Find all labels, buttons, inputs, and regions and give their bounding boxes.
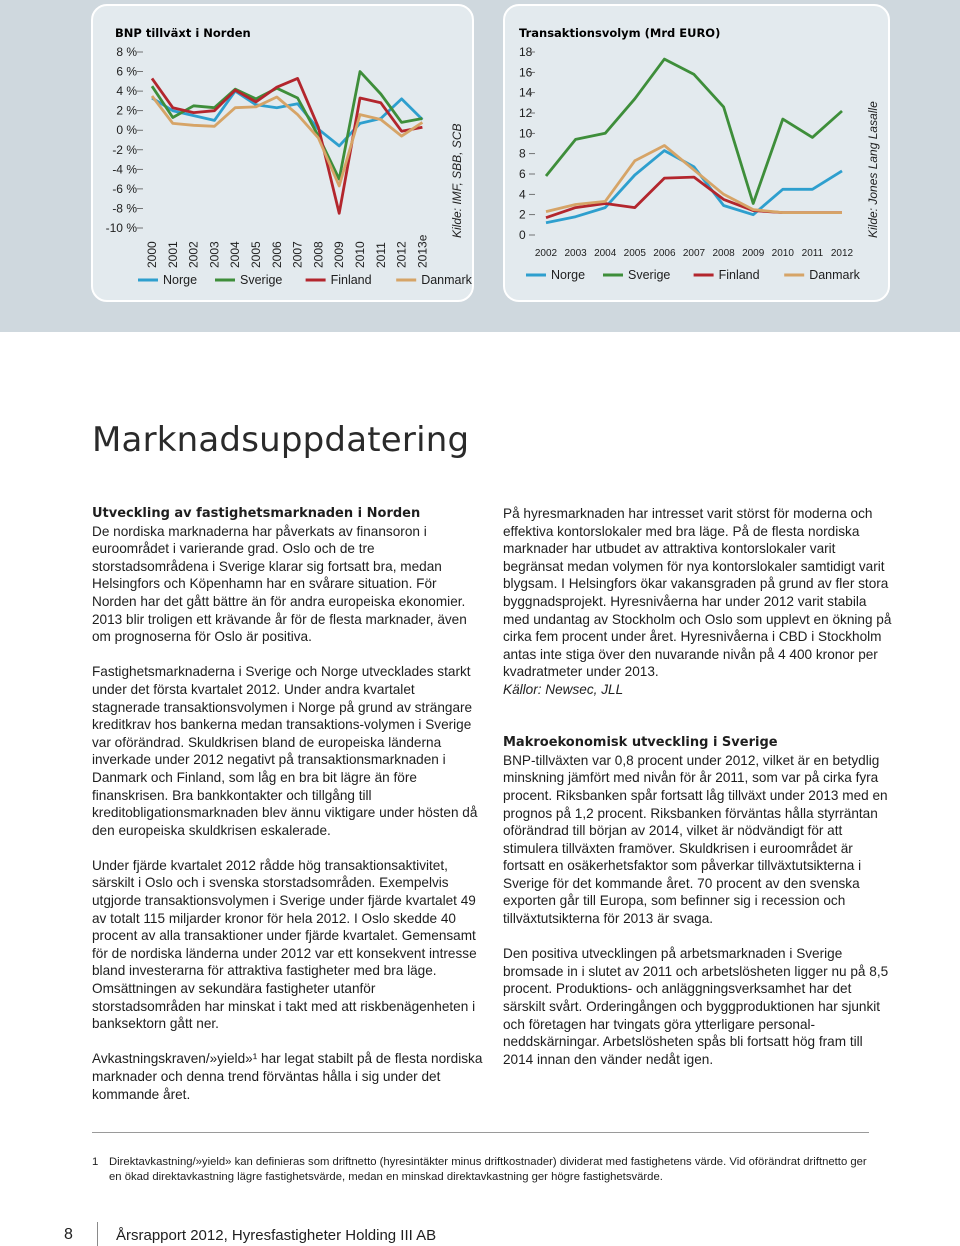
x-tick-label: 2002 (534, 248, 558, 259)
x-tick-label: 2012 (394, 241, 409, 268)
left-column (92, 505, 484, 1121)
x-tick-label: 2006 (269, 241, 284, 268)
gdp-chart-panel (91, 4, 474, 302)
paragraph: Den positiva utvecklingen på arbetsmarknaden i Sverige bromsade in i slutet av 2011 och arbetslösheten ligger nu på 8,5 procent. Produktions- och anläggningsverksamhet har det särskilt svårt. Orderingången och byggproduktionen har sjunkit och företagen har tvingats göra ytterligare personal-neddskärningar. Arbetslösheten spås bli fortsatt hög fram till 2014 innan den vänder nedåt igen. (503, 946, 889, 1067)
y-tick-label: -2 % (112, 142, 137, 157)
y-tick-label: 12 (519, 106, 533, 120)
y-tick-label: -4 % (112, 162, 137, 177)
x-tick-label: 2004 (228, 241, 243, 268)
legend-label: Finland (330, 273, 372, 287)
transaction-chart-panel (503, 4, 890, 302)
transaction-volume-chart (505, 6, 892, 304)
y-tick-label: 8 % (116, 45, 137, 59)
page-number: 8 (64, 1226, 73, 1243)
section-subheading: Makroekonomisk utveckling i Sverige (503, 735, 778, 751)
x-tick-label: 2011 (801, 248, 824, 259)
paragraph: Under fjärde kvartalet 2012 rådde hög transaktionsaktivitet, särskilt i Oslo och i svenska storstadsområden. Exempelvis utgjorde transaktionsvolymen i Sverige under fjärde kvartalet 49 av totalt 115 miljarder kronor för hela 2012. I Oslo skedde 40 procent av alla transaktioner under fjärde kvartalet. Gemensamt för de nordiska länderna under 2012 var ett konsekvent intresse bland investerarna för attraktiva fastigheter med bra läge. Omsättningen av sekundära fastigheter utanför storstadsområden har minskat i takt med att riskbenägenheten i banksektorn gått ner. (92, 857, 477, 1032)
x-tick-label: 2000 (145, 241, 159, 268)
x-tick-label: 2010 (771, 248, 794, 259)
footnote-number: 1 (92, 1156, 99, 1168)
chart-title: BNP tillväxt i Norden (115, 26, 251, 40)
y-tick-label: -6 % (112, 181, 137, 196)
y-tick-label: 6 % (116, 64, 137, 79)
y-tick-label: 0 % (116, 123, 137, 138)
series-line-danmark (152, 96, 422, 186)
paragraph: De nordiska marknaderna har påverkats av finansoron i euroområdet i varierande grad. Oslo och de tre storstadsområdena i Sverige klarar sig fortsatt bra, medan Helsingfors och Köpenhamn har en svårare situation. För Norden har det gått bättre än för andra europeiska ekonomier. 2013 blir troligen ett krävande år för de flesta marknader, även om prognoserna för Oslo är positiva. (92, 523, 467, 645)
y-tick-label: -8 % (112, 201, 137, 216)
legend-label: Norge (551, 268, 586, 282)
x-tick-label: 2005 (623, 248, 646, 259)
legend-label: Sverige (628, 268, 671, 282)
section-subheading: Utveckling av fastighetsmarknaden i Norden (92, 506, 421, 521)
paragraph: BNP-tillväxten var 0,8 procent under 2012, vilket är en betydlig minskning jämfört med nivån för år 2011, som var på cirka fyra procent. Riksbanken spår fortsatt låg tillväxt under 2013 med en prognos på 1,2 procent. Riksbanken förväntas hålla styrräntan oförändrad till början av 2014, vilket är nödvändigt för att stimulera tillväxten framöver. Skuldkrisen i euroområdet är fortsatt en osäkerhetsfaktor som påverkar tillväxtutsikterna i Sverige för det kommande året. 70 procent av den svenska exporten går till Europa, som befinner sig i recession och tillväxtutsikterna för 2013 är svaga. (503, 752, 888, 927)
gdp-growth-chart (93, 6, 476, 304)
footnote-divider (92, 1132, 869, 1133)
y-tick-label: -10 % (105, 221, 137, 235)
paragraph: Fastighetsmarknaderna i Sverige och Norge utvecklades starkt under det första kvartalet 2012. Under andra kvartalet stagnerade transaktionsvolymen i Norge på grund av strängare kreditkrav hos bankerna medan transaktions-volymen i Sverige var oförändrad. Skuldkrisen bland de europeiska länderna inverkade under 2012 negativt på transaktionsmarknaden i Danmark och Finland, som låg en bra bit lägre än före finanskrisen. Bra bankkontakter och tillgång till kreditobligationsmarknaden blev ännu viktigare under hösten då den europeiska skuldkrisen eskalerade. (92, 664, 478, 838)
series-line-finland (152, 78, 422, 213)
x-tick-label: 2007 (682, 248, 706, 259)
page-footer-title: Årsrapport 2012, Hyresfastigheter Holding III AB (116, 1227, 437, 1244)
legend-label: Danmark (809, 268, 860, 282)
y-tick-label: 2 (519, 207, 526, 222)
x-tick-label: 2004 (594, 248, 617, 259)
chart-source: Kilde: IMF, SBB, SCB (450, 123, 464, 238)
legend-label: Norge (163, 273, 198, 287)
page-heading: Marknadsuppdatering (92, 420, 470, 460)
page-separator (97, 1222, 98, 1246)
y-tick-label: 10 (519, 126, 533, 141)
x-tick-label: 2003 (207, 241, 222, 268)
x-tick-label: 2006 (653, 248, 676, 259)
x-tick-label: 2001 (165, 241, 180, 268)
footnote (92, 1155, 869, 1185)
chart-source: Kilde: Jones Lang Lasalle (866, 101, 880, 238)
legend-label: Finland (718, 268, 760, 282)
series-line-norge (152, 91, 422, 146)
x-tick-label: 2009 (742, 248, 765, 259)
chart-title: Transaktionsvolym (Mrd EURO) (519, 26, 721, 40)
x-tick-label: 2009 (332, 241, 347, 268)
x-tick-label: 2013e (415, 234, 430, 268)
sources-note: Källor: Newsec, JLL (503, 681, 624, 697)
y-tick-label: 0 (519, 228, 526, 242)
y-tick-label: 4 % (116, 84, 137, 99)
y-tick-label: 16 (519, 65, 533, 80)
legend-label: Sverige (240, 273, 283, 287)
x-tick-label: 2008 (311, 241, 326, 268)
series-line-danmark (546, 146, 842, 213)
y-tick-label: 18 (519, 45, 533, 59)
y-tick-label: 2 % (116, 103, 137, 118)
legend-label: Danmark (421, 273, 472, 287)
y-tick-label: 4 (519, 187, 526, 202)
right-column (503, 505, 895, 1086)
x-tick-label: 2010 (353, 241, 367, 268)
x-tick-label: 2005 (249, 241, 263, 268)
y-tick-label: 8 (519, 146, 526, 161)
x-tick-label: 2008 (712, 248, 735, 259)
x-tick-label: 2002 (186, 241, 201, 268)
footnote-text: Direktavkastning/»yield» kan definieras som driftnetto (hyresintäkter minus driftkostnader) dividerat med fastighetens värde. Vid oförändrat driftnetto ger en ökad direktavkastning lägre fastighetsvärde, medan en minskad direktavkastning ger högre fastighetsvärde. (109, 1156, 867, 1183)
x-tick-label: 2003 (564, 248, 587, 259)
y-tick-label: 14 (519, 85, 533, 100)
x-tick-label: 2011 (373, 242, 388, 268)
series-line-sverige (546, 59, 842, 203)
paragraph: Avkastningskraven/»yield»¹ har legat stabilt på de flesta nordiska marknader och denna trend förväntas hålla i sig under det kommande året. (92, 1051, 483, 1102)
y-tick-label: 6 (519, 167, 526, 181)
paragraph: På hyresmarknaden har intresset varit störst för moderna och effektiva kontorslokaler med bra läge. På de flesta nordiska marknader har utbudet av attraktiva kontorslokaler varit begränsat medan volymen för nya kontorslokaler samtidigt varit blygsam. I Helsingfors ökar vakansgraden på grund av fler stora byggnadsprojekt. Hyresnivåerna har under 2012 varit stabila med undantag av Stockholm och Oslo som upplevt en ökning på cirka fem procent under året. Hyresnivåerna i CBD i Stockholm antas inte stiga över den nuvarande nivån på 4 400 kronor per kvadratmeter under 2013. (503, 506, 892, 680)
x-tick-label: 2007 (290, 241, 305, 268)
x-tick-label: 2012 (830, 248, 854, 259)
